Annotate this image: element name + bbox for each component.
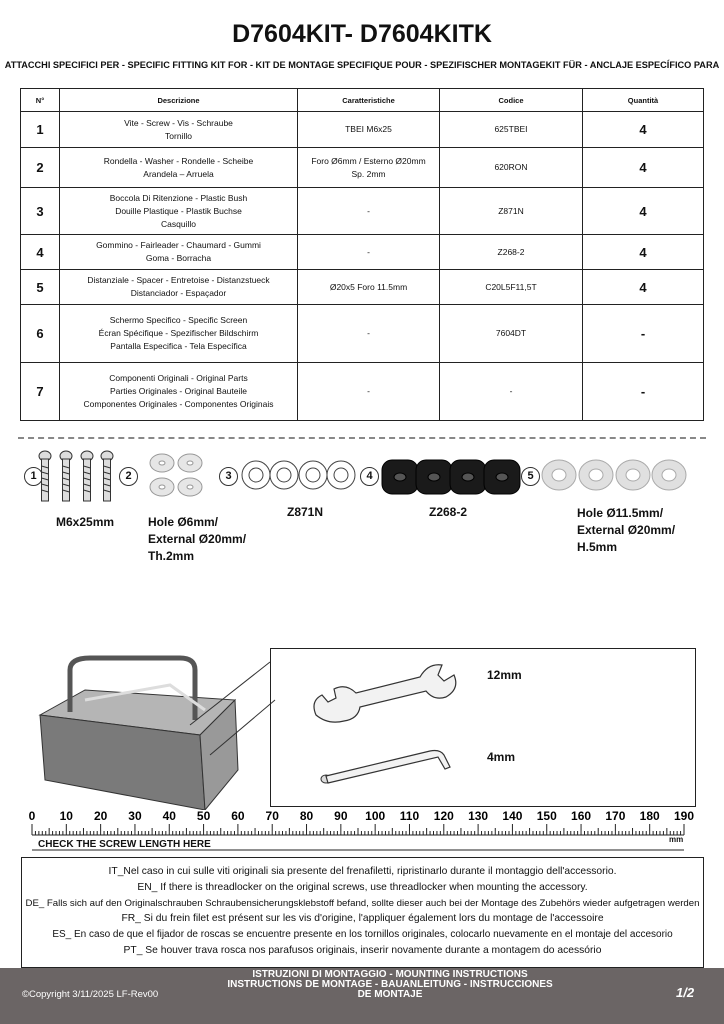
row-code: Z268-2: [440, 235, 583, 270]
part-number-1: 1: [24, 467, 43, 486]
ruler-tick-label: 170: [605, 809, 626, 823]
note-fr: FR_ Si du frein filet est présent sur les vis d'origine, l'appliquer également lors du montage de l'accessoire: [121, 913, 604, 925]
description-line: Distanciador - Espaçador: [130, 288, 227, 298]
description-line: Goma - Borracha: [145, 253, 212, 263]
part-number-4: 4: [360, 467, 379, 486]
table-row: [21, 188, 704, 235]
screw-icons: [39, 451, 113, 501]
ruler-tick-label: 150: [536, 809, 557, 823]
description-line: Distanziale - Spacer - Entretoise - Distanzstueck: [87, 275, 270, 285]
hex-key-size-label: 4mm: [487, 750, 516, 764]
row-quantity: 4: [583, 188, 704, 235]
ruler-tick-label: 60: [231, 809, 245, 823]
ruler-tick-label: 30: [128, 809, 142, 823]
row-number: 3: [21, 188, 60, 235]
description-line: Boccola Di Ritenzione - Plastic Bush: [109, 192, 248, 203]
characteristics-line: Ø20x5 Foro 11.5mm: [329, 281, 408, 292]
ruler-tick-label: 130: [468, 809, 489, 823]
table-row: [21, 148, 704, 188]
footer-title-line3: DE MONTAJE: [357, 989, 423, 1000]
description-line: Componentes Originales - Componentes Originais: [83, 399, 274, 409]
check-screw-length-label: CHECK THE SCREW LENGTH HERE: [38, 839, 211, 850]
row-characteristics: [298, 270, 440, 305]
part-number-2: 2: [119, 467, 138, 486]
row-characteristics: [298, 305, 440, 363]
row-quantity: -: [583, 363, 704, 421]
row-code: Z871N: [440, 188, 583, 235]
row-quantity: -: [583, 305, 704, 363]
row-characteristics: [298, 148, 440, 188]
characteristics-line: -: [367, 328, 370, 338]
note-pt: PT_ Se houver trava rosca nos parafusos originais, inserir novamente durante a montagem do acessório: [123, 944, 602, 956]
table-header-row: [21, 89, 704, 112]
description-line: Arandela – Arruela: [143, 168, 214, 179]
ruler-tick-label: 20: [93, 809, 108, 823]
row-description: [60, 112, 298, 148]
characteristics-line: Sp. 2mm: [351, 168, 386, 179]
row-code: 620RON: [440, 148, 583, 188]
ruler-tick-label: 180: [639, 809, 660, 823]
ruler-tick-label: 80: [299, 809, 314, 823]
part-label-3: Z871N: [287, 505, 324, 519]
row-code: -: [440, 363, 583, 421]
footer-title-line1: ISTRUZIONI DI MONTAGGIO - MOUNTING INSTRUCTIONS: [252, 969, 528, 980]
row-number: 4: [21, 235, 60, 270]
copyright-text: ©Copyright 3/11/2025 LF-Rev00: [22, 989, 159, 1000]
note-en: EN_ If there is threadlocker on the original screws, use threadlocker when mounting the accessory.: [137, 881, 588, 893]
table-row: [21, 363, 704, 421]
row-description: [60, 188, 298, 235]
characteristics-line: TBEI M6x25: [345, 124, 392, 134]
row-quantity: 4: [583, 112, 704, 148]
ruler-tick-label: 100: [365, 809, 386, 823]
rubber-grommet-icons: [382, 460, 520, 494]
col-header-code: Codice: [440, 89, 583, 112]
row-characteristics: [298, 363, 440, 421]
part-label-5: Hole Ø11.5mm/ External Ø20mm/ H.5mm: [577, 506, 676, 554]
characteristics-line: -: [367, 205, 370, 216]
parts-illustration: [0, 446, 724, 508]
row-number: 6: [21, 305, 60, 363]
col-header-number: N°: [21, 89, 60, 112]
note-it: IT_Nel caso in cui sulle viti originali sia presente del frenafiletti, ripristinarlo durante il montaggio dell'accessorio.: [108, 866, 617, 877]
description-line: Tornillo: [165, 130, 192, 141]
note-es: ES_ En caso de que el fijador de roscas se encuentre presente en los tornillos originales, colocarlo nuevamente en el montaje del accesorio: [52, 929, 673, 941]
wrench-icon: [314, 665, 456, 722]
toolbox-icon: [30, 640, 280, 810]
row-quantity: 4: [583, 148, 704, 188]
row-characteristics: [298, 188, 440, 235]
characteristics-line: -: [367, 386, 370, 396]
parts-table: [20, 88, 704, 421]
description-line: Parties Originales - Original Bauteile: [109, 386, 247, 396]
row-description: [60, 270, 298, 305]
ruler-tick-label: 10: [59, 809, 73, 823]
table-row: [21, 270, 704, 305]
row-number: 5: [21, 270, 60, 305]
col-header-characteristics: Caratteristiche: [298, 89, 440, 112]
plastic-bush-icons: [242, 461, 355, 489]
description-line: Casquillo: [161, 218, 196, 229]
ruler-tick-label: 70: [265, 809, 279, 823]
ruler-tick-label: 40: [162, 809, 176, 823]
ruler-tick-label: 110: [399, 809, 420, 823]
row-code: C20L5F11,5T: [440, 270, 583, 305]
dashed-divider: [18, 437, 706, 439]
row-description: [60, 235, 298, 270]
row-description: [60, 305, 298, 363]
wrench-size-label: 12mm: [487, 668, 522, 682]
part-number-3: 3: [219, 467, 238, 486]
characteristics-line: Foro Ø6mm / Esterno Ø20mm: [311, 155, 426, 166]
ruler-tick-label: 190: [673, 809, 695, 823]
ruler-tick-label: 90: [334, 809, 348, 823]
tools-illustration: [310, 655, 470, 795]
spacer-icons: [542, 460, 686, 490]
row-number: 7: [21, 363, 60, 421]
hex-key-icon: [321, 751, 450, 784]
description-line: Rondella - Washer - Rondelle - Scheibe: [103, 155, 254, 166]
row-description: [60, 363, 298, 421]
row-number: 1: [21, 112, 60, 148]
row-characteristics: [298, 112, 440, 148]
description-line: Douille Plastique - Plastik Buchse: [115, 205, 242, 216]
description-line: Vite - Screw - Vis - Schraube: [124, 117, 233, 128]
row-code: 625TBEI: [440, 112, 583, 148]
threadlocker-notes: [21, 857, 704, 968]
note-de: DE_ Falls sich auf den Originalschrauben Schraubensicherungsklebstoff befand, sollte dieser auch bei der Montage des Zubehörs wieder aufgetragen werden: [25, 897, 700, 909]
description-line: Gommino - Fairleader - Chaumard - Gummi: [96, 240, 261, 250]
characteristics-line: -: [367, 246, 370, 257]
description-line: Écran Spécifique - Spezifischer Bildschirm: [98, 328, 259, 338]
document-title: D7604KIT- D7604KITK: [232, 20, 492, 48]
part-label-4: Z268-2: [429, 505, 468, 519]
table-row: [21, 305, 704, 363]
description-line: Pantalla Especifica - Tela Específica: [110, 341, 247, 351]
ruler-tick-label: 120: [433, 809, 454, 823]
row-quantity: 4: [583, 235, 704, 270]
ruler-unit-label: mm: [669, 835, 684, 844]
row-description: [60, 148, 298, 188]
ruler-tick-label: 160: [571, 809, 592, 823]
table-row: [21, 235, 704, 270]
ruler-tick-label: 140: [502, 809, 523, 823]
description-line: Schermo Specifico - Specific Screen: [109, 315, 248, 325]
part-label-2: Hole Ø6mm/ External Ø20mm/ Th.2mm: [148, 515, 247, 563]
table-row: [21, 112, 704, 148]
ruler-tick-label: 0: [28, 809, 36, 823]
footer-title: [170, 970, 610, 1000]
description-line: Componenti Originali - Original Parts: [109, 373, 248, 383]
col-header-quantity: Quantità: [583, 89, 704, 112]
col-header-description: Descrizione: [60, 89, 298, 112]
ruler-tick-label: 50: [196, 809, 211, 823]
document-subtitle: ATTACCHI SPECIFICI PER - SPECIFIC FITTING KIT FOR - KIT DE MONTAGE SPECIFIQUE POUR - SPEZIFISCHER MONTAGEKIT FÜR - ANCLAJE ESPECÍFICO PARA: [4, 60, 720, 70]
page-number: 1/2: [676, 985, 695, 1000]
part-number-5: 5: [521, 467, 540, 486]
washer-icons: [150, 454, 202, 496]
part-label-1: M6x25mm: [56, 515, 115, 529]
footer-title-line2: INSTRUCTIONS DE MONTAGE - BAUANLEITUNG - INSTRUCCIONES: [227, 979, 553, 990]
row-code: 7604DT: [440, 305, 583, 363]
row-characteristics: [298, 235, 440, 270]
row-quantity: 4: [583, 270, 704, 305]
row-number: 2: [21, 148, 60, 188]
